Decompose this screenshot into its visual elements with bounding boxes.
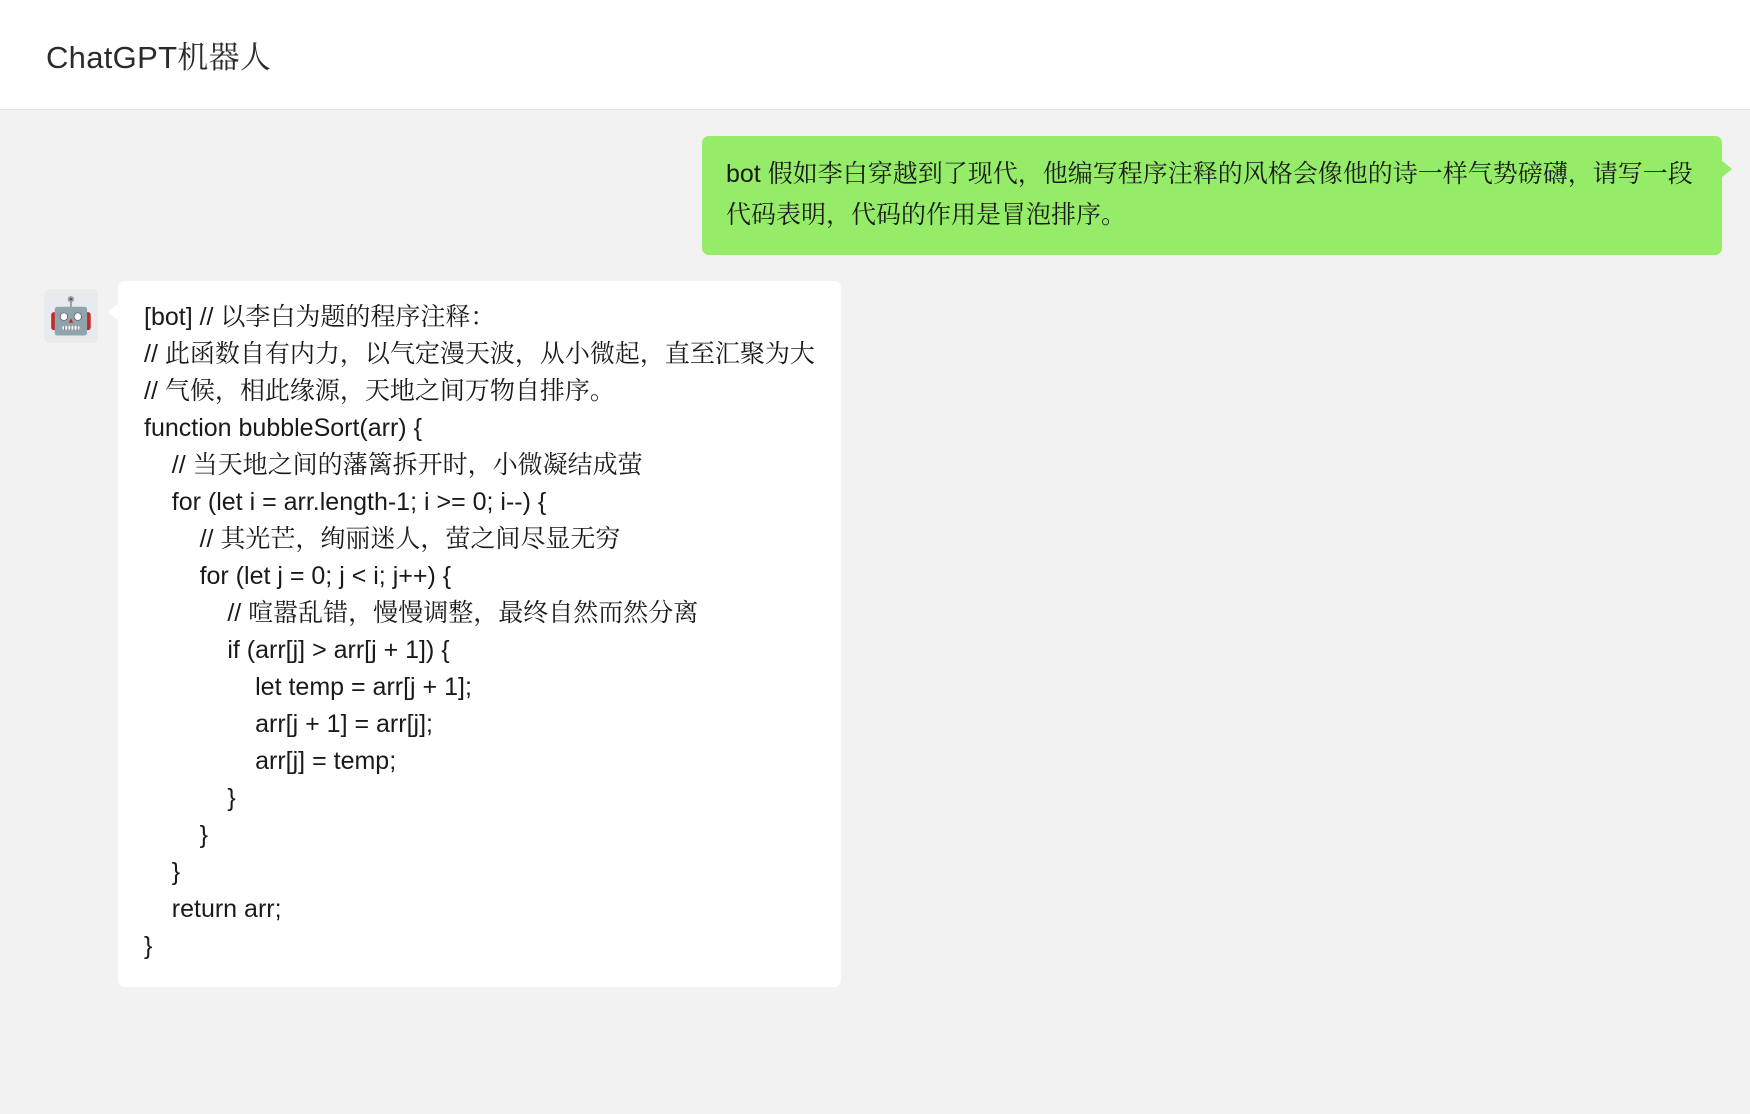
message-line: }	[144, 784, 236, 812]
message-line: }	[144, 858, 181, 886]
message-line: // 气候，相此缘源，天地之间万物自排序。	[144, 377, 615, 405]
message-line: function bubbleSort(arr) {	[144, 414, 422, 442]
message-line: // 此函数自有内力，以气定漫天波，从小微起，直至汇聚为大	[144, 340, 815, 368]
page-title: ChatGPT机器人	[46, 40, 272, 75]
chat-message-list	[0, 110, 1750, 1114]
message-row-outgoing	[0, 136, 1750, 255]
robot-icon: 🤖	[44, 289, 98, 343]
message-row-incoming	[0, 281, 1750, 987]
message-line: }	[144, 932, 153, 960]
message-line: }	[144, 821, 208, 849]
message-line: arr[j + 1] = arr[j];	[144, 710, 433, 738]
outgoing-message-bubble[interactable]: bot 假如李白穿越到了现代，他编写程序注释的风格会像他的诗一样气势磅礴，请写一段代码表明，代码的作用是冒泡排序。	[702, 136, 1722, 255]
app-header	[0, 0, 1750, 110]
message-line: // 当天地之间的藩篱拆开时，小微凝结成萤	[144, 451, 643, 479]
message-line: // 其光芒，绚丽迷人，萤之间尽显无穷	[144, 525, 621, 553]
message-line: for (let j = 0; j < i; j++) {	[144, 562, 452, 590]
message-line: let temp = arr[j + 1];	[144, 673, 472, 701]
message-line: arr[j] = temp;	[144, 747, 397, 775]
message-line: if (arr[j] > arr[j + 1]) {	[144, 636, 450, 664]
message-line: for (let i = arr.length-1; i >= 0; i--) {	[144, 488, 547, 516]
message-line: // 喧嚣乱错，慢慢调整，最终自然而然分离	[144, 599, 699, 627]
chat-scroll-edge	[1744, 110, 1750, 1114]
message-line: [bot] // 以李白为题的程序注释：	[144, 303, 496, 331]
incoming-message-bubble[interactable]	[118, 281, 841, 987]
message-line: return arr;	[144, 895, 282, 923]
